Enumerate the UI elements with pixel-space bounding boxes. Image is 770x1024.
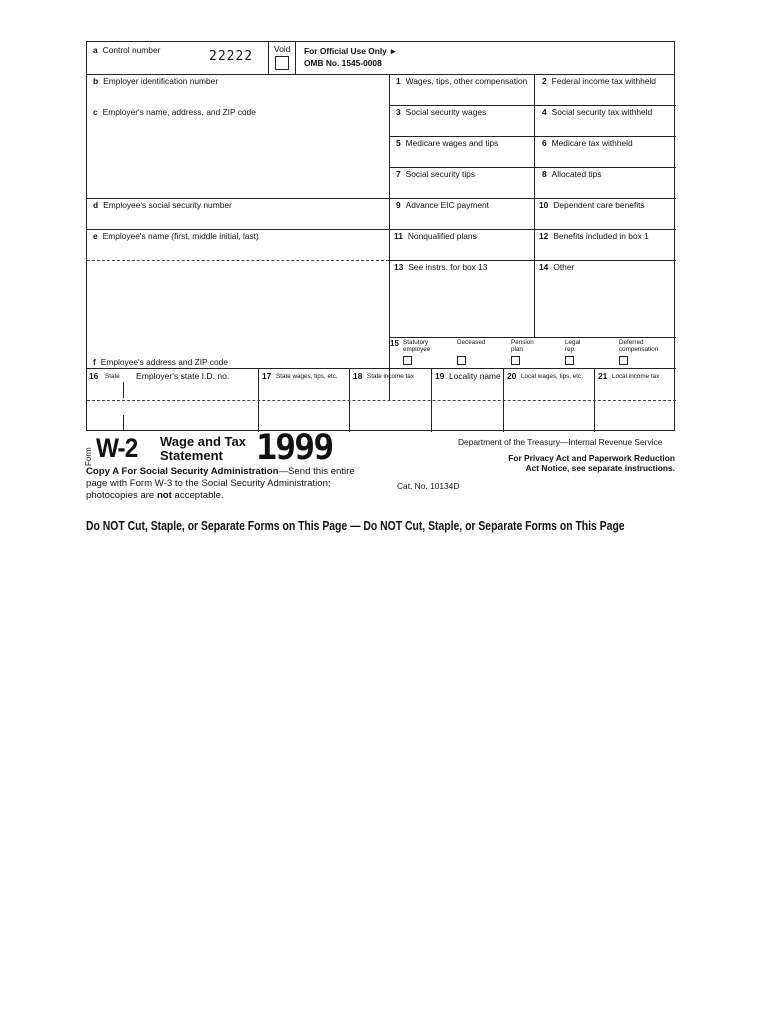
box-18-number: 18	[353, 371, 363, 381]
box-12-label: 12 Benefits included in box 1	[539, 231, 649, 241]
box-14-label: 14 Other	[539, 262, 575, 272]
box-16-employer-id-label: Employer's state I.D. no.	[136, 371, 230, 381]
box-20-number: 20	[507, 371, 517, 381]
box-d-label: d Employee's social security number	[93, 200, 232, 210]
box-10-label: 10 Dependent care benefits	[539, 200, 645, 210]
control-number-value: 22222	[209, 49, 254, 64]
box-15-deferred-label: Deferred compensation	[619, 339, 659, 353]
box-13-label: 13 See instrs. for box 13	[394, 262, 488, 272]
box-f-label: f Employee's address and ZIP code	[93, 357, 228, 367]
box-c-label: c Employer's name, address, and ZIP code	[93, 107, 256, 117]
box-15-deceased-label: Deceased	[457, 339, 486, 346]
deceased-checkbox[interactable]	[457, 356, 466, 365]
box-3-label: 3 Social security wages	[396, 107, 487, 117]
box-19-label: Locality name	[449, 371, 501, 381]
control-number-label: a Control number	[93, 45, 161, 55]
box-20-label: Local wages, tips, etc.	[521, 373, 583, 380]
box-9-label: 9 Advance EIC payment	[396, 200, 490, 210]
w2-form	[86, 41, 675, 431]
box-15-number: 15	[390, 339, 399, 348]
catalog-number: Cat. No. 10134D	[397, 481, 460, 491]
box-21-label: Local income tax	[612, 373, 660, 380]
privacy-notice: For Privacy Act and Paperwork Reduction Act Notice, see separate instructions.	[508, 453, 675, 473]
box-4-label: 4 Social security tax withheld	[542, 107, 653, 117]
box-15-legal-label: Legal rep.	[565, 339, 581, 353]
box-b-label: b Employer identification number	[93, 76, 219, 86]
department-label: Department of the Treasury—Internal Revenue Service	[458, 437, 663, 447]
official-use-label: For Official Use Only ►	[304, 46, 398, 56]
deferred-comp-checkbox[interactable]	[619, 356, 628, 365]
box-15-statutory-label: Statutory employee	[403, 339, 431, 353]
box-21-number: 21	[598, 371, 608, 381]
box-17-number: 17	[262, 371, 272, 381]
box-8-label: 8 Allocated tips	[542, 169, 602, 179]
box-5-label: 5 Medicare wages and tips	[396, 138, 499, 148]
form-word: Form	[84, 447, 93, 466]
box-16-state-label: State	[105, 373, 120, 380]
statutory-employee-checkbox[interactable]	[403, 356, 412, 365]
box-e-label: e Employee's name (first, middle initial, last)	[93, 231, 259, 241]
box-17-label: State wages, tips, etc.	[276, 373, 338, 380]
form-year: 1999	[256, 428, 333, 468]
box-18-label: State income tax	[367, 373, 414, 380]
form-name: W-2	[96, 433, 138, 463]
form-title: Wage and Tax Statement	[160, 434, 246, 463]
box-2-label: 2 Federal income tax withheld	[542, 76, 656, 86]
box-1-label: 1 Wages, tips, other compensation	[396, 76, 528, 86]
void-checkbox[interactable]	[275, 56, 289, 70]
do-not-cut-warning: Do NOT Cut, Staple, or Separate Forms on This Page — Do NOT Cut, Staple, or Separate Forms on This Page	[86, 518, 625, 533]
copy-a-notice: Copy A For Social Security Administration—Send this entire page with Form W-3 to the Social Security Administration; photocopies are not acceptable.	[86, 466, 355, 501]
box-19-number: 19	[435, 371, 445, 381]
box-6-label: 6 Medicare tax withheld	[542, 138, 633, 148]
box-15-pension-label: Pension plan	[511, 339, 534, 353]
omb-number: OMB No. 1545-0008	[304, 58, 382, 68]
legal-rep-checkbox[interactable]	[565, 356, 574, 365]
box-16-number: 16	[89, 371, 99, 381]
pension-plan-checkbox[interactable]	[511, 356, 520, 365]
box-11-label: 11 Nonqualified plans	[394, 231, 477, 241]
void-label: Void	[274, 44, 291, 54]
box-7-label: 7 Social security tips	[396, 169, 476, 179]
